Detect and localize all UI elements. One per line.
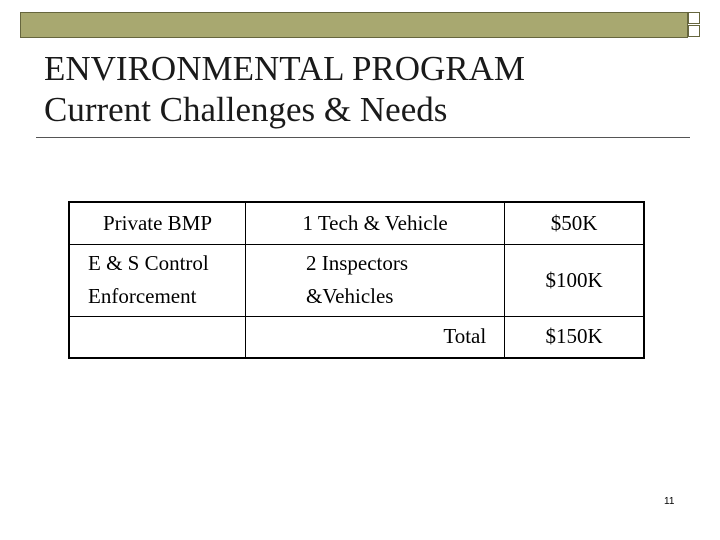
total-cost-cell	[505, 316, 644, 358]
resources-label-line-2: &Vehicles	[306, 284, 394, 308]
program-label-line-2: Enforcement	[88, 284, 197, 308]
page-number: 11	[664, 496, 675, 507]
program-cell	[69, 202, 246, 244]
program-label-line-1: E & S Control	[88, 251, 209, 275]
cost-cell	[505, 244, 644, 316]
slide-title	[44, 48, 525, 130]
slide-title-line-1: ENVIRONMENTAL PROGRAM	[44, 49, 526, 88]
total-label-cell	[246, 316, 505, 358]
resources-cell	[246, 244, 505, 316]
total-label: Total	[443, 324, 487, 349]
corner-square-bottom	[688, 25, 700, 37]
corner-square-top	[688, 12, 700, 24]
table-row	[69, 244, 644, 316]
needs-table	[68, 201, 645, 359]
title-divider	[36, 137, 690, 138]
slide-title-line-2: Current Challenges & Needs	[44, 90, 448, 129]
total-cost-value: $150K	[545, 324, 603, 349]
resources-cell	[246, 202, 505, 244]
corner-squares-decoration	[688, 12, 702, 38]
cost-cell	[505, 202, 644, 244]
program-cell-empty	[69, 316, 246, 358]
table-row	[69, 202, 644, 244]
top-decorative-bar	[20, 12, 688, 38]
cost-value: $100K	[545, 267, 603, 292]
cost-value: $50K	[550, 210, 598, 235]
resources-label: 1 Tech & Vehicle	[302, 210, 448, 235]
resources-label-line-1: 2 Inspectors	[306, 251, 409, 275]
program-label: Private BMP	[102, 210, 213, 235]
table-row-total	[69, 316, 644, 358]
program-cell	[69, 244, 246, 316]
